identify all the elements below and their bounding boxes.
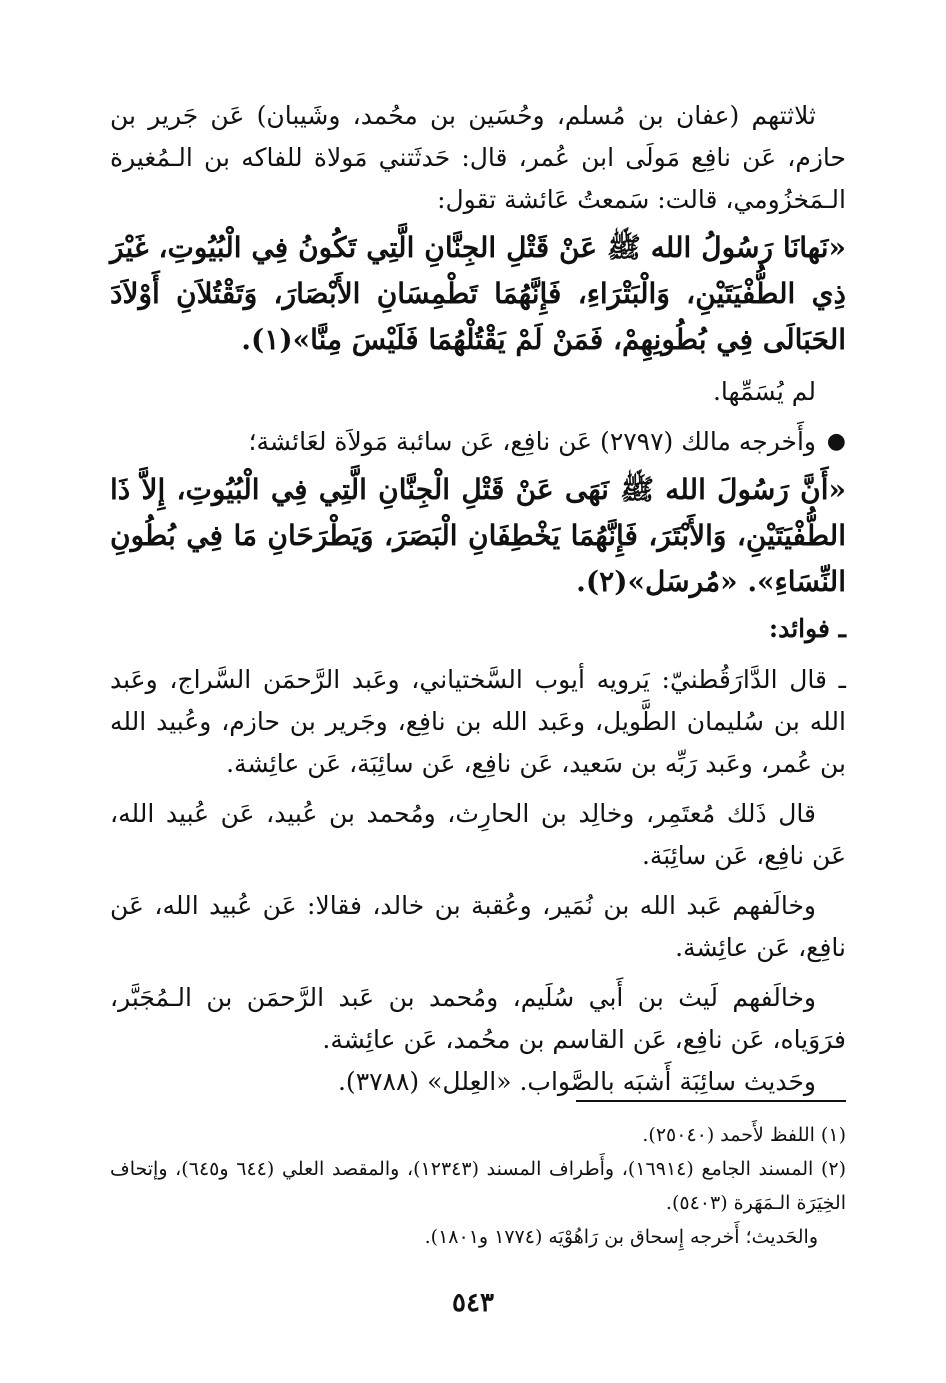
hadith-text-2: «أَنَّ رَسُولَ الله ﷺ نَهَى عَنْ قَتْلِ الْجِنَّانِ الَّتِي فِي الْبُيُوتِ، إِلاَّ ذَا الطُّفْيَتَيْنِ، وَالأَبْتَرَ، فَإِنَّهُمَا يَخْطِفَانِ الْبَصَرَ، وَيَطْرَحَانِ مَا فِي بُطُونِ النِّسَاءِ». «مُرسَل»(٢). (110, 473, 846, 598)
main-text-block (110, 95, 846, 1103)
footnote-2: (٢) المسند الجامع (١٦٩١٤)، وأَطراف المسند (١٢٣٤٣)، والمقصد العلي (٦٤٤ و٦٤٥)، وإتحاف الخِيَرَة الـمَهَرة (٥٤٠٣). (110, 1158, 847, 1214)
paragraph-layth: وخالَفهم لَيث بن أَبي سُلَيم، ومُحمد بن عَبد الرَّحمَن بن الـمُجَبَّر، فرَوَياه، عَن نافِع، عَن القاسم بن محُمد، عَن عائِشة. (110, 983, 846, 1054)
section-heading-fawaid: ـ فوائد: (768, 614, 846, 643)
paragraph-numayr: وخالَفهم عَبد الله بن نُمَير، وعُقبة بن خالد، فقالا: عَن عُبيد الله، عَن نافِع، عَن عائِشة. (110, 891, 846, 962)
page-number: ٥٤٣ (452, 1288, 494, 1318)
paragraph-daraqutni: ـ قال الدَّارَقُطنيّ: يَرويه أيوب السَّختياني، وعَبد الرَّحمَن السَّراج، وعَبد الله بن سُليمان الطَّويل، وعَبد الله بن نافِع، وجَرير بن حازم، وعُبيد الله بن عُمر، وعَبد رَبِّه بن سَعيد، عَن نافِع، عَن سائِبَة، عَن عائِشة. (110, 665, 846, 778)
footnotes-block (110, 1118, 846, 1254)
paragraph-mutamir: قال ذَلك مُعتَمِر، وخالِد بن الحارِث، ومُحمد بن عُبيد، عَن عُبيد الله، عَن نافِع، عَن سائِبَة. (110, 799, 846, 870)
hadith-text-1: «نَهانَا رَسُولُ الله ﷺ عَنْ قَتْلِ الجِنَّانِ الَّتِي تَكُونُ فِي الْبُيُوتِ، غَيْرَ ذِي الطُّفْيَتَيْنِ، وَالْبَتْرَاءِ، فَإِنَّهُمَا تَطْمِسَانِ الأَبْصَارَ، وَتَقْتُلاَنِ أَوْلاَدَ الحَبَالَى فِي بُطُونِهِمْ، فَمَنْ لَمْ يَقْتُلْهُمَا فَلَيْسَ مِنَّا»(١). (110, 231, 846, 356)
paragraph-note: لم يُسَمِّها. (712, 377, 816, 406)
paragraph-conclusion: وحَديث سائِبَة أَشبَه بالصَّواب. «العِلل» (٣٧٨٨). (337, 1067, 816, 1096)
footnote-divider (576, 1100, 846, 1102)
footnote-3: والحَديث؛ أَخرجه إِسحاق بن رَاهُوْيَه (١٧٧٤ و١٨٠١). (424, 1226, 818, 1248)
bullet-text: وأَخرجه مالك (٢٧٩٧) عَن نافِع، عَن سائبة مَولاَة لعَائشة؛ (248, 427, 816, 456)
paragraph-isnad: ثلاثتهم (عفان بن مُسلم، وحُسَين بن محُمد، وشَيبان) عَن جَرير بن حازم، عَن نافِع مَولَى ابن عُمر، قال: حَدثَتني مَولاة للفاكه بن الـمُغيرة الـمَخزُومي، قالت: سَمعتُ عَائشة تقول: (110, 101, 846, 214)
bullet-item (110, 421, 846, 463)
bullet-dot-icon: ● (826, 429, 846, 454)
footnote-1: (١) اللفظ لأَحمد (٢٥٠٤٠). (642, 1124, 846, 1146)
